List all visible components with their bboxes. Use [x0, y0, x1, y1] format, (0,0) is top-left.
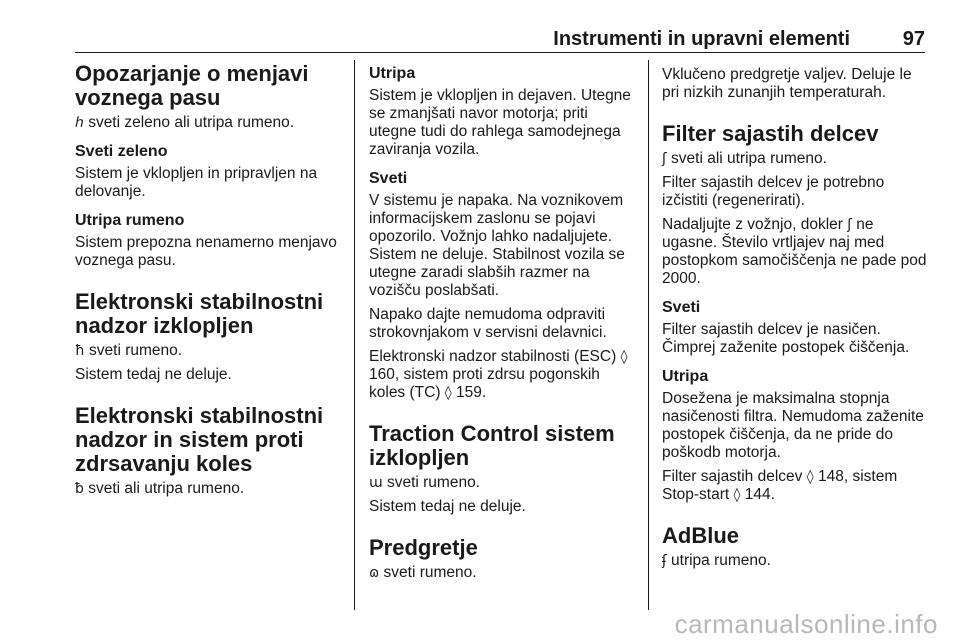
column-left — [75, 58, 341, 504]
esc-off-icon: ħ — [75, 343, 85, 359]
section-title-lane-change: Opozarjanje o menjavi voznega pasu — [75, 61, 309, 110]
reference-text: 148, sistem Stop-start — [662, 468, 898, 503]
particle-filter-icon: ʃ — [847, 217, 852, 233]
indicator-text: sveti ali utripa rumeno. — [88, 480, 245, 497]
column-middle — [369, 58, 635, 588]
watermark: carmanualsonline.info — [674, 609, 938, 639]
indicator-line — [662, 150, 928, 168]
section-title-particle-filter: Filter sajastih delcev — [662, 121, 879, 146]
column-divider — [354, 60, 355, 610]
paragraph: Filter sajastih delcev je nasičen. Čimprej zaženite postopek čiščenja. — [662, 321, 910, 356]
header-title: Instrumenti in upravni elementi — [553, 28, 850, 50]
indicator-line — [369, 564, 635, 582]
indicator-text: sveti rumeno. — [386, 474, 480, 491]
subheading-blinking: Utripa — [662, 368, 709, 385]
paragraph-text: Nadaljujte z vožnjo, dokler — [662, 216, 843, 233]
indicator-line — [662, 552, 928, 570]
indicator-text: sveti rumeno. — [383, 564, 477, 581]
section-title-preheating: Predgretje — [369, 535, 478, 560]
paragraph: V sistemu je napaka. Na voznikovem informacijskem zaslonu se pojavi opozorilo. Vožnjo lahko nadaljujete. Sistem ne deluje. Stabilnost vozila se utegne zaradi slabših razmer na vozišču poslabšati. — [369, 192, 625, 299]
indicator-text: sveti rumeno. — [89, 342, 183, 359]
page-header — [75, 28, 925, 54]
subheading-blinking: Utripa rumeno — [75, 212, 185, 229]
paragraph: Sistem je vklopljen in dejaven. Utegne se zmanjšati navor motorja; priti utegne tudi do rahlega samodejnega zaviranja vozila. — [369, 87, 631, 158]
page-ref-arrow-icon[interactable]: ◊ — [733, 487, 741, 503]
subheading-green: Sveti zeleno — [75, 143, 168, 160]
column-divider — [648, 60, 649, 610]
subheading-blinking: Utripa — [369, 65, 416, 82]
reference-text: 144. — [744, 486, 775, 503]
indicator-line — [75, 342, 341, 360]
paragraph: Sistem prepozna nenamerno menjavo voznega pasu. — [75, 234, 337, 269]
page-ref-arrow-icon[interactable]: ◊ — [806, 469, 814, 485]
indicator-line — [75, 480, 341, 498]
particle-filter-icon: ʃ — [662, 151, 667, 167]
reference-text: 160, sistem proti zdrsu pogonskih koles (TC) — [369, 366, 600, 401]
section-title-adblue: AdBlue — [662, 523, 739, 548]
reference-text: 159. — [456, 384, 487, 401]
section-title-esc-tc: Elektronski stabilnostni nadzor in sistem proti zdrsavanju koles — [75, 403, 324, 476]
paragraph: Dosežena je maksimalna stopnja nasičenosti filtra. Nemudoma zaženite postopek čiščenja, da ne pride do poškodb motorja. — [662, 390, 924, 461]
paragraph: Vklučeno predgretje valjev. Deluje le pri nizkih zunanjih temperaturah. — [662, 66, 912, 101]
traction-control-off-icon: ɯ — [369, 475, 383, 491]
reference-text: Elektronski nadzor stabilnosti (ESC) — [369, 348, 617, 365]
page-ref-arrow-icon[interactable]: ◊ — [444, 385, 452, 401]
paragraph: Filter sajastih delcev je potrebno izčistiti (regenerirati). — [662, 174, 885, 209]
indicator-text: sveti zeleno ali utripa rumeno. — [88, 114, 295, 131]
cross-reference — [369, 348, 635, 402]
page-ref-arrow-icon[interactable]: ◊ — [620, 349, 628, 365]
column-right — [662, 58, 928, 576]
header-rule — [75, 52, 925, 53]
cross-reference — [662, 468, 928, 504]
paragraph — [662, 216, 928, 288]
section-title-traction-control: Traction Control sistem izklopljen — [369, 421, 615, 470]
lane-departure-icon: ℎ — [75, 115, 84, 131]
paragraph-text: ne ugasne. Število vrtljajev naj med postopkom samočiščenja ne pade pod 2000. — [662, 216, 927, 287]
paragraph: Sistem tedaj ne deluje. — [75, 366, 232, 383]
subheading-lit: Sveti — [662, 299, 701, 316]
adblue-icon: ʄ — [662, 553, 667, 569]
subheading-lit: Sveti — [369, 170, 408, 187]
page-number: 97 — [902, 28, 925, 50]
indicator-line — [75, 114, 341, 132]
esc-tc-icon: ƀ — [75, 481, 84, 497]
reference-text: Filter sajastih delcev — [662, 468, 803, 485]
paragraph: Sistem tedaj ne deluje. — [369, 498, 526, 515]
paragraph: Sistem je vklopljen in pripravljen na delovanje. — [75, 165, 318, 200]
indicator-text: sveti ali utripa rumeno. — [671, 150, 827, 167]
glow-plug-icon: ɷ — [369, 565, 380, 581]
indicator-line — [369, 474, 635, 492]
paragraph: Napako dajte nemudoma odpraviti strokovnjakom v servisni delavnici. — [369, 306, 607, 341]
section-title-esc-off: Elektronski stabilnostni nadzor izklopljen — [75, 289, 324, 338]
indicator-text: utripa rumeno. — [671, 552, 771, 569]
